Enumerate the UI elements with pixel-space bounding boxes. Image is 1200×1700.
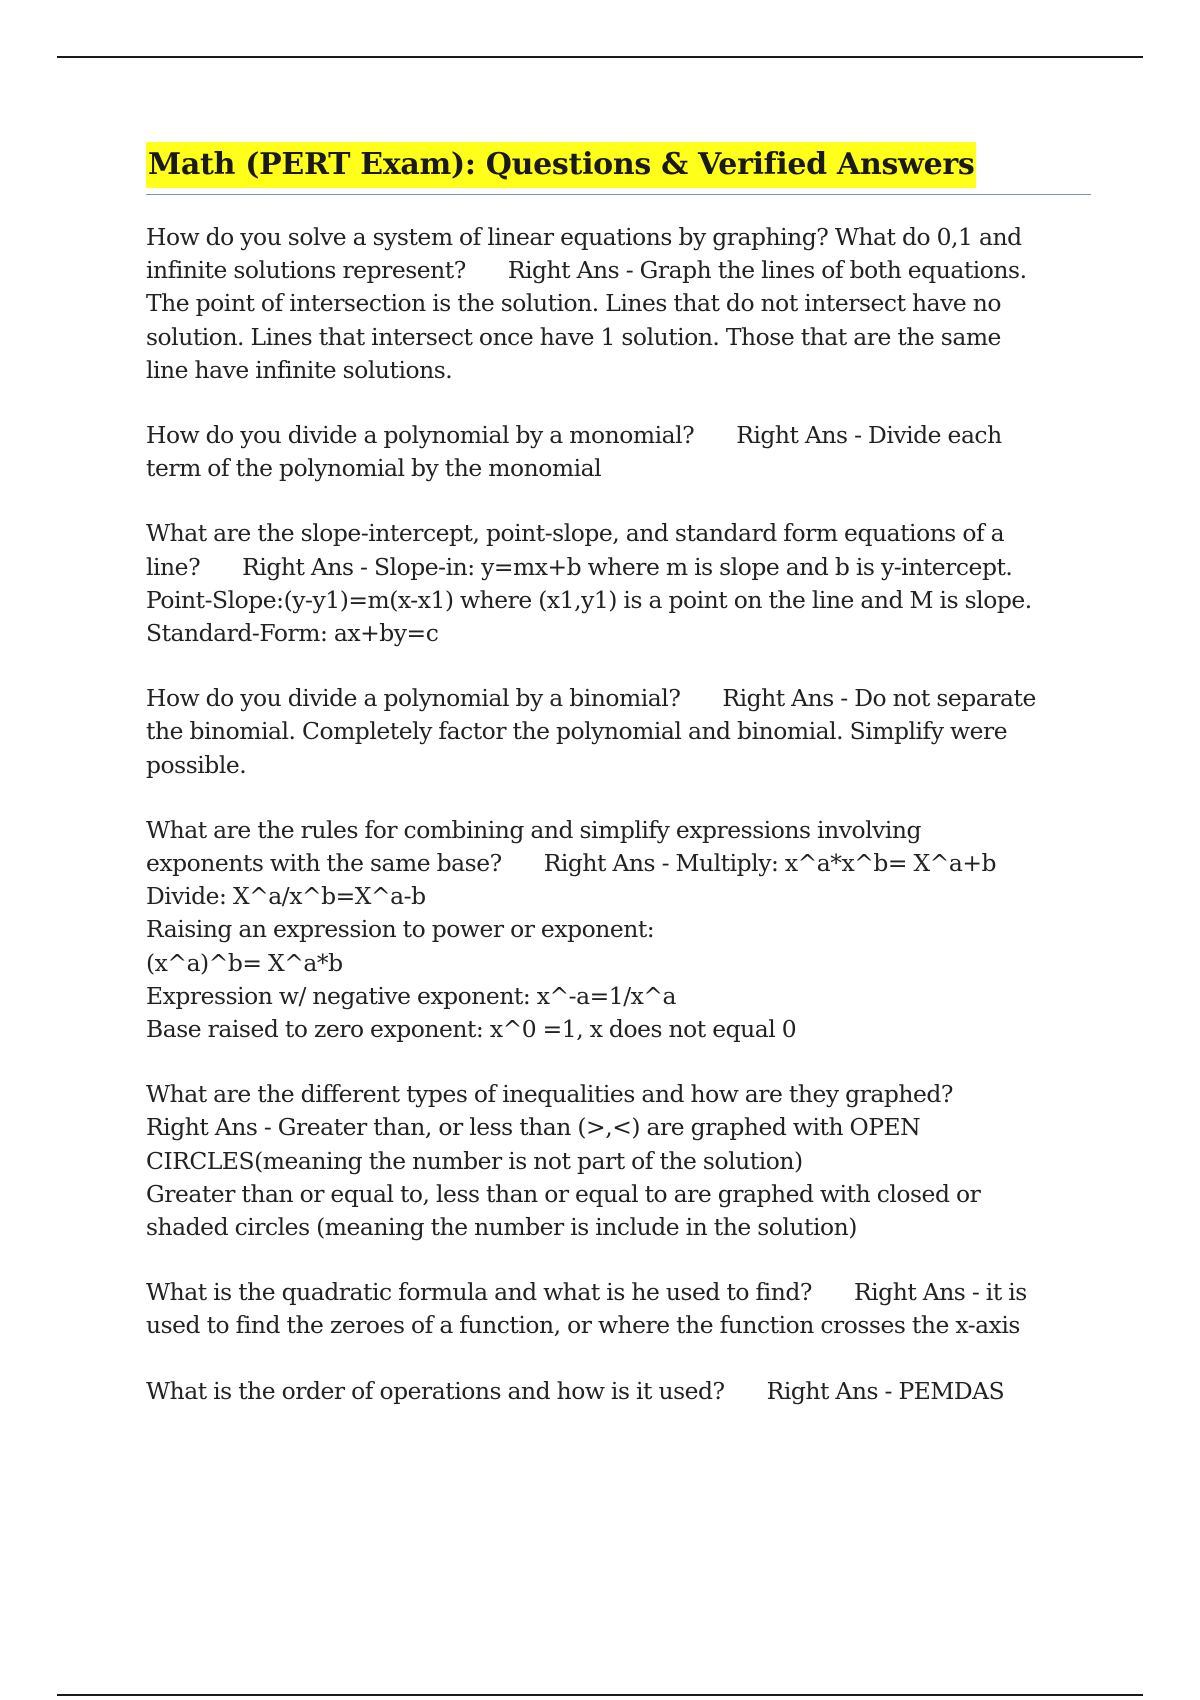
qa-line	[146, 287, 1091, 320]
qa-line	[146, 1276, 1091, 1309]
qa-list	[146, 221, 1091, 1408]
body-text: used to find the zeroes of a function, or where the function crosses the x-axis	[146, 1311, 1020, 1340]
body-text: The point of intersection is the solution. Lines that do not intersect have no	[146, 289, 1001, 318]
qa-line	[146, 452, 1091, 485]
document-body	[146, 142, 1091, 1440]
answer-text: Right Ans - it is	[853, 1278, 1027, 1307]
question-text: exponents with the same base?	[146, 849, 502, 878]
qa-line	[146, 1145, 1091, 1178]
qa-line	[146, 1111, 1091, 1144]
qa-item	[146, 221, 1091, 387]
question-text: How do you divide a polynomial by a monomial?	[146, 421, 695, 450]
body-text: CIRCLES(meaning the number is not part of the solution)	[146, 1146, 803, 1175]
body-text: Greater than or equal to, less than or equal to are graphed with closed or	[146, 1179, 981, 1208]
qa-item	[146, 419, 1091, 485]
footer-rule	[57, 1694, 1143, 1696]
title-block	[146, 142, 1091, 195]
qa-line	[146, 814, 1091, 847]
qa-line	[146, 980, 1091, 1013]
question-text: infinite solutions represent?	[146, 256, 466, 285]
body-text: Standard-Form: ax+by=c	[146, 619, 439, 648]
answer-text: Right Ans - Divide each	[736, 421, 1002, 450]
qa-line	[146, 617, 1091, 650]
body-text: line have infinite solutions.	[146, 355, 453, 384]
header-rule	[57, 56, 1143, 58]
qa-line	[146, 221, 1091, 254]
body-text: term of the polynomial by the monomial	[146, 454, 602, 483]
qa-line	[146, 254, 1091, 287]
qa-line	[146, 1078, 1091, 1111]
qa-line	[146, 354, 1091, 387]
body-text: Expression w/ negative exponent: x^-a=1/x^a	[146, 981, 677, 1010]
question-text: What are the different types of inequalities and how are they graphed?	[146, 1080, 953, 1109]
qa-line	[146, 947, 1091, 980]
body-text: the binomial. Completely factor the polynomial and binomial. Simplify were	[146, 717, 1008, 746]
qa-line	[146, 1178, 1091, 1211]
question-text: How do you divide a polynomial by a binomial?	[146, 684, 681, 713]
qa-line	[146, 1375, 1091, 1408]
question-text: line?	[146, 552, 201, 581]
body-text: Divide: X^a/x^b=X^a-b	[146, 882, 426, 911]
body-text: (x^a)^b= X^a*b	[146, 948, 343, 977]
answer-text: Right Ans - PEMDAS	[766, 1376, 1005, 1405]
qa-item	[146, 1375, 1091, 1408]
qa-item	[146, 814, 1091, 1046]
qa-line	[146, 847, 1091, 880]
question-text: What is the order of operations and how is it used?	[146, 1376, 725, 1405]
answer-text: Right Ans - Slope-in: y=mx+b where m is slope and b is y-intercept.	[242, 552, 1013, 581]
qa-line	[146, 682, 1091, 715]
answer-text: Right Ans - Do not separate	[722, 684, 1036, 713]
body-text: Point-Slope:(y-y1)=m(x-x1) where (x1,y1) is a point on the line and M is slope.	[146, 585, 1032, 614]
question-text: What are the rules for combining and simplify expressions involving	[146, 815, 922, 844]
body-text: shaded circles (meaning the number is include in the solution)	[146, 1213, 857, 1242]
qa-item	[146, 1276, 1091, 1342]
qa-line	[146, 715, 1091, 748]
qa-line	[146, 880, 1091, 913]
question-text: What is the quadratic formula and what is he used to find?	[146, 1278, 812, 1307]
body-text: Right Ans - Greater than, or less than (>,<) are graphed with OPEN	[146, 1113, 921, 1142]
qa-line	[146, 913, 1091, 946]
body-text: possible.	[146, 750, 247, 779]
qa-item	[146, 517, 1091, 650]
qa-line	[146, 1013, 1091, 1046]
qa-item	[146, 682, 1091, 782]
qa-item	[146, 1078, 1091, 1244]
qa-line	[146, 419, 1091, 452]
qa-line	[146, 517, 1091, 550]
question-text: What are the slope-intercept, point-slope, and standard form equations of a	[146, 519, 1005, 548]
answer-text: Right Ans - Multiply: x^a*x^b= X^a+b	[543, 849, 997, 878]
qa-line	[146, 321, 1091, 354]
qa-line	[146, 1309, 1091, 1342]
answer-text: Right Ans - Graph the lines of both equations.	[507, 256, 1027, 285]
document-title: Math (PERT Exam): Questions & Verified Answers	[146, 142, 976, 188]
body-text: Base raised to zero exponent: x^0 =1, x does not equal 0	[146, 1015, 797, 1044]
qa-line	[146, 584, 1091, 617]
qa-line	[146, 551, 1091, 584]
body-text: solution. Lines that intersect once have 1 solution. Those that are the same	[146, 322, 1001, 351]
body-text: Raising an expression to power or exponent:	[146, 915, 655, 944]
question-text: How do you solve a system of linear equations by graphing? What do 0,1 and	[146, 223, 1022, 251]
qa-line	[146, 1211, 1091, 1244]
qa-line	[146, 749, 1091, 782]
